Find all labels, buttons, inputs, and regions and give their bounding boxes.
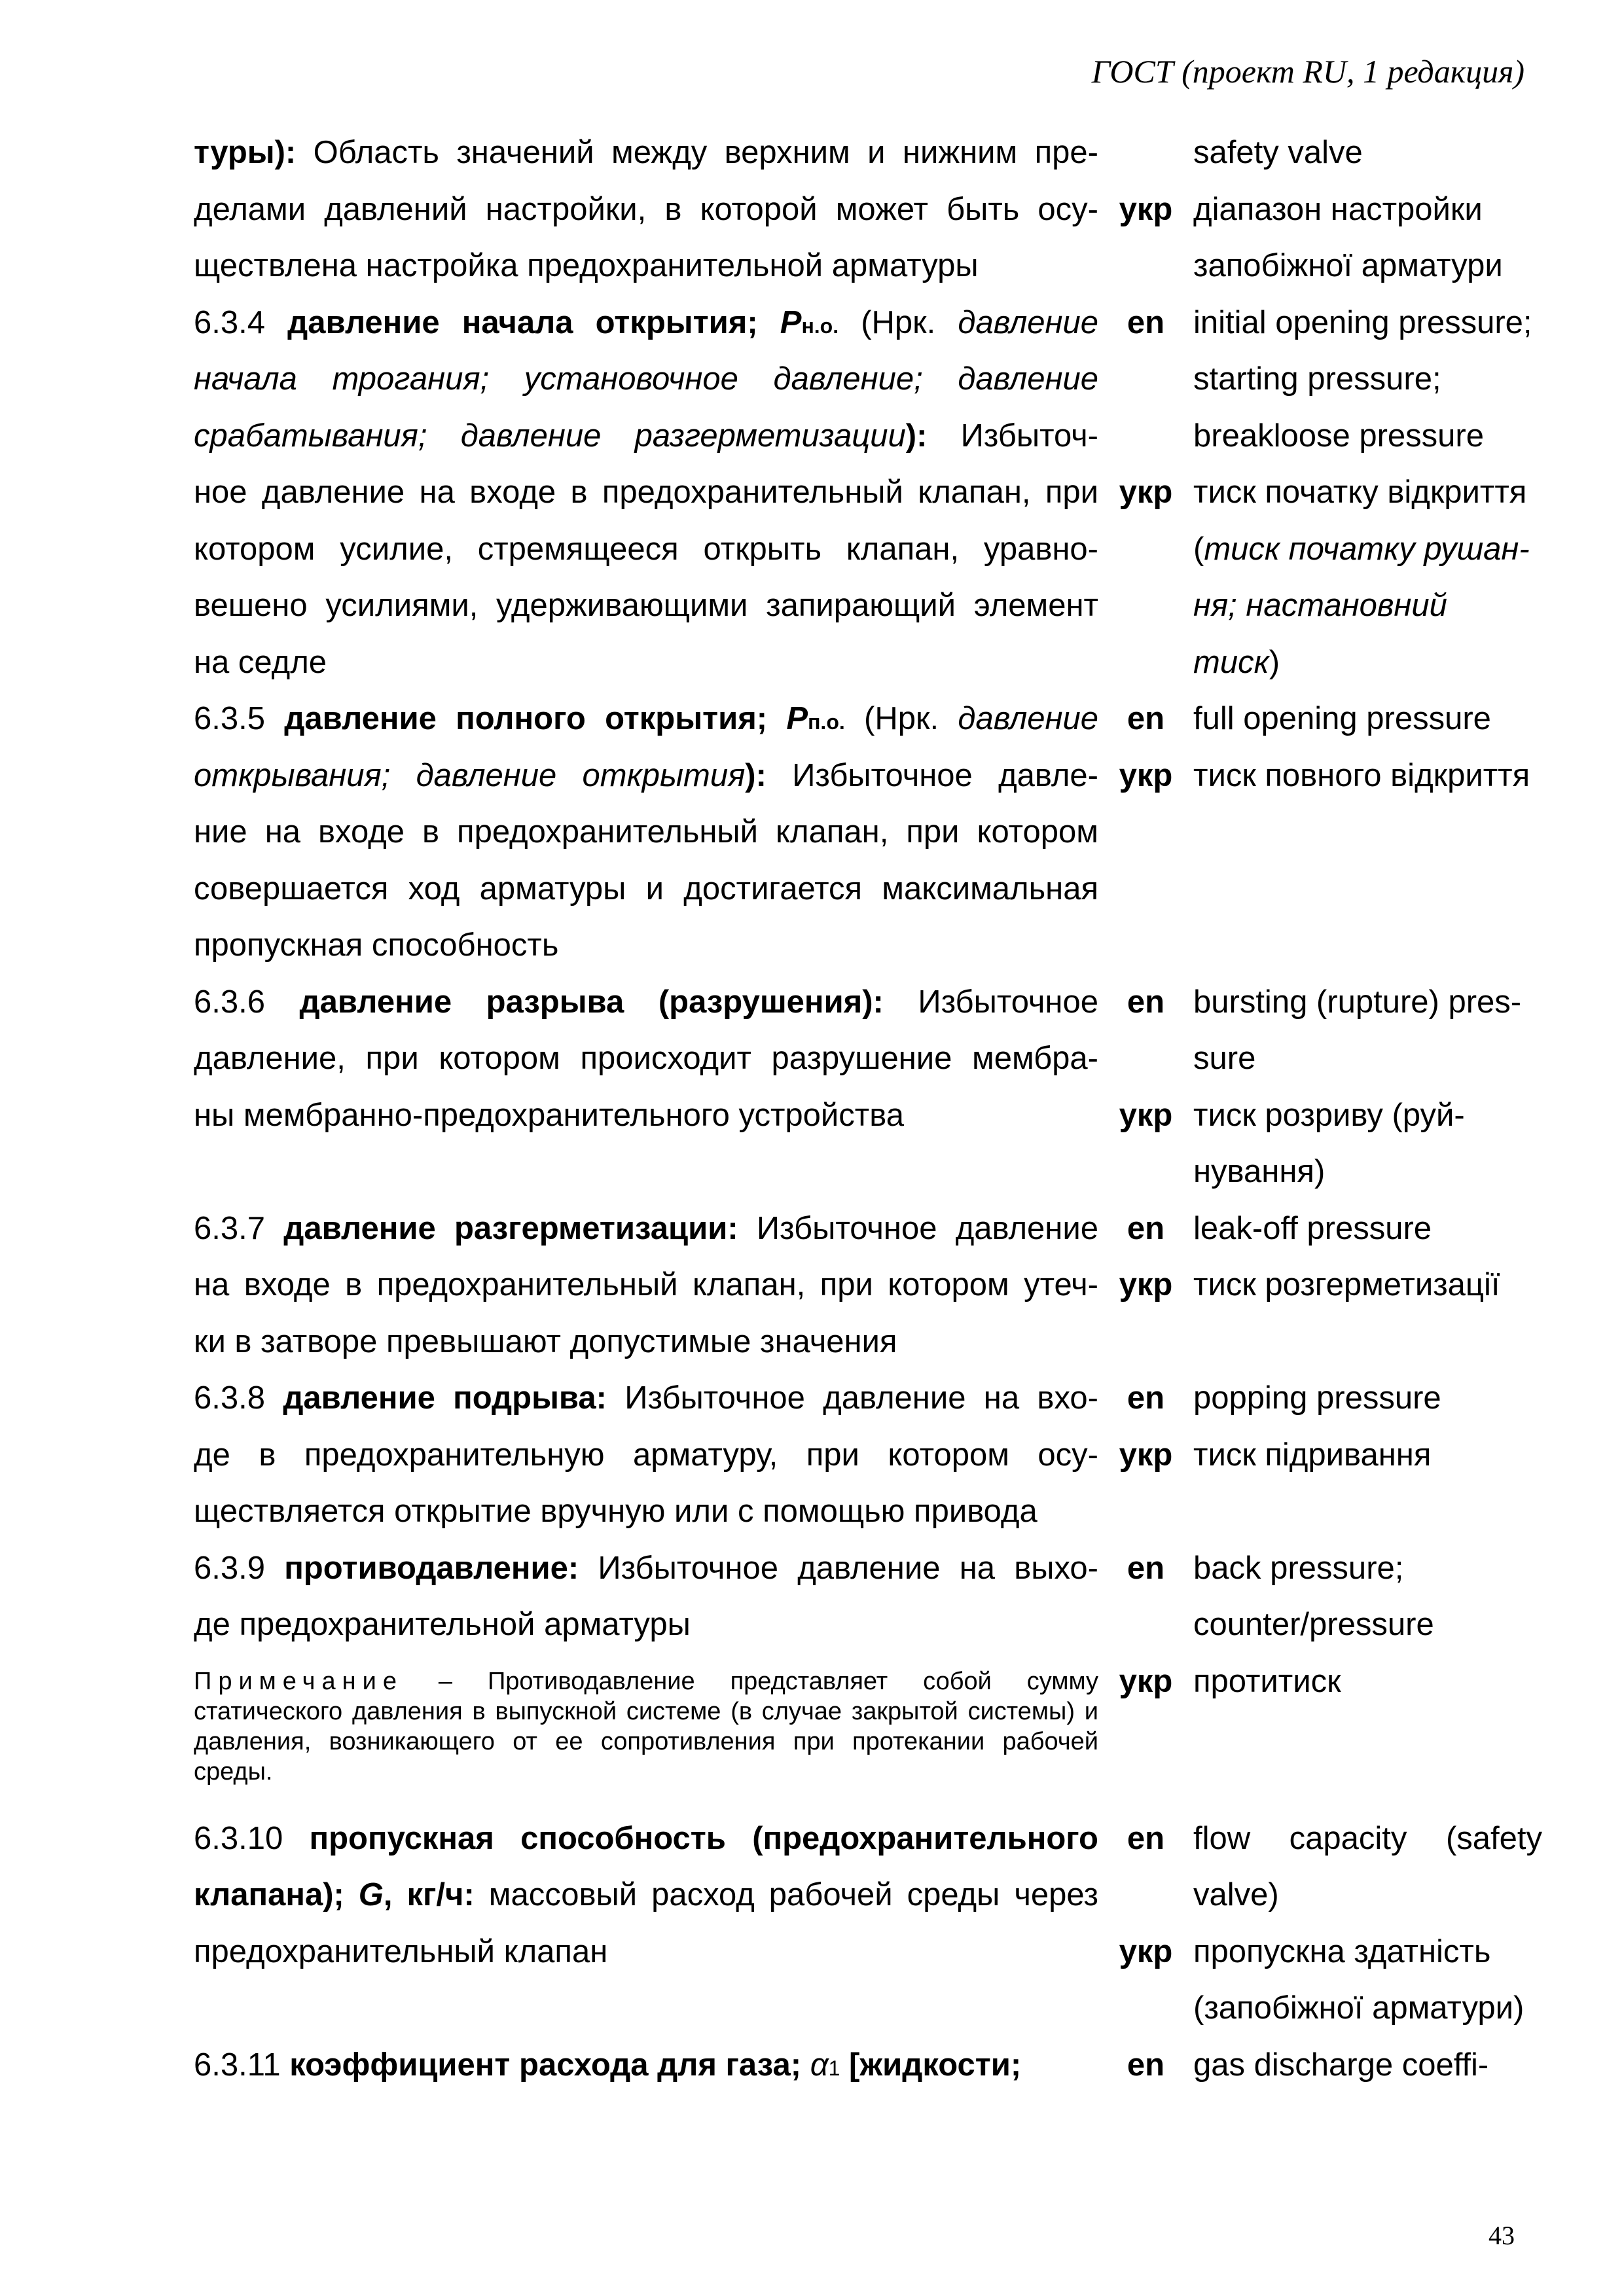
text-run: тиск підривання <box>1193 1437 1432 1473</box>
translation-line <box>1193 1257 1542 1314</box>
document-header: ГОСТ (проект RU, 1 редакция) <box>1091 53 1525 90</box>
term-row <box>194 634 1542 691</box>
lang-tag <box>1098 861 1193 918</box>
term-row <box>194 408 1542 465</box>
definition-line <box>194 181 1098 238</box>
text-run: запобіжної арматури <box>1193 248 1503 283</box>
term-row <box>194 351 1542 408</box>
translation-line <box>1193 1143 1542 1200</box>
definition-line <box>194 861 1098 918</box>
text-run: 1 <box>828 2056 840 2080</box>
translation-line <box>1193 861 1542 918</box>
text-run: ( <box>1193 531 1204 567</box>
translation-line <box>1193 1200 1542 1257</box>
text-run: тиск розгерметизації <box>1193 1267 1500 1302</box>
text-run: 6.3.11 <box>194 2047 290 2083</box>
text-run: gas discharge coeffi- <box>1193 2047 1489 2083</box>
definition-line <box>194 1483 1098 1540</box>
term-row <box>194 1596 1542 1653</box>
translation-line <box>1193 1980 1542 2037</box>
lang-tag: укр <box>1119 475 1173 510</box>
definition-line <box>194 1257 1098 1314</box>
lang-tag: en <box>1127 1820 1165 1856</box>
text-run: пропускная способность <box>194 927 559 963</box>
lang-tag <box>1098 351 1193 408</box>
lang-tag <box>1098 804 1193 861</box>
lang-tag <box>1098 1143 1193 1200</box>
note-row <box>194 1653 1542 1787</box>
text-run: пропускна здатність <box>1193 1933 1491 1969</box>
lang-tag: укр <box>1119 1933 1173 1969</box>
translation-line <box>1193 1540 1542 1597</box>
term-row <box>194 1200 1542 1257</box>
lang-tag <box>1098 577 1193 634</box>
definition-line <box>194 238 1098 295</box>
translation-line <box>1193 464 1542 521</box>
text-run: P <box>780 304 802 340</box>
text-run: делами давлений настройки, в которой может быть осу- <box>194 191 1098 227</box>
lang-tag: укр <box>1119 757 1173 793</box>
term-block-2 <box>194 1810 1542 2094</box>
text-run: bursting (rupture) pres- <box>1193 984 1522 1020</box>
text-run: п.о. <box>808 710 845 734</box>
lang-tag <box>1098 124 1193 181</box>
definition-line <box>194 1143 1098 1200</box>
lang-tag: en <box>1127 1550 1165 1586</box>
text-run: пропускная способность (предохранительного <box>309 1820 1098 1856</box>
text-run: на седле <box>194 644 327 680</box>
lang-tag <box>1098 1596 1193 1653</box>
text-run: popping pressure <box>1193 1380 1441 1416</box>
definition-line <box>194 974 1098 1031</box>
term-row <box>194 691 1542 747</box>
translation-line <box>1193 1596 1542 1653</box>
definition-line <box>194 521 1098 578</box>
text-run: нування) <box>1193 1154 1326 1189</box>
definition-line <box>194 408 1098 465</box>
lang-tag: укр <box>1119 1097 1173 1133</box>
translation-line <box>1193 917 1542 974</box>
term-row <box>194 1087 1542 1144</box>
text-run: 6.3.7 <box>194 1210 284 1246</box>
text-run: (Нрк. <box>839 304 958 340</box>
term-row <box>194 1370 1542 1427</box>
text-run: ки в затворе превышают допустимые значения <box>194 1323 897 1359</box>
definition-line <box>194 1087 1098 1144</box>
translation-line <box>1193 1483 1542 1540</box>
text-run: начала трогания; установочное давление; давление <box>194 361 1098 397</box>
lang-tag <box>1098 408 1193 465</box>
term-row <box>194 974 1542 1031</box>
text-run: давление подрыва: <box>283 1380 607 1416</box>
text-run: Избыточное <box>883 984 1098 1020</box>
lang-tag <box>1098 917 1193 974</box>
definition-line <box>194 1810 1098 1867</box>
text-run: вешено усилиями, удерживающими запирающий элемент <box>194 588 1098 623</box>
translation-line <box>1193 1810 1542 1867</box>
text-run: ): <box>745 757 793 793</box>
text-run: противодавление: <box>284 1550 579 1586</box>
text-run: Область значений между верхним и нижним пре- <box>296 135 1098 170</box>
term-row <box>194 804 1542 861</box>
text-run: Избыточное давле- <box>792 757 1098 793</box>
text-run: тиск повного відкриття <box>1193 757 1530 793</box>
translation-line <box>1193 1087 1542 1144</box>
text-run: Избыточ- <box>960 418 1098 454</box>
spacer <box>194 1787 1542 1810</box>
text-run: ) <box>1269 644 1280 680</box>
lang-tag: укр <box>1119 1437 1173 1473</box>
text-run: срабатывания; давление разгерметизации <box>194 418 906 454</box>
definition-line <box>194 2037 1098 2094</box>
text-run: ны мембранно-предохранительного устройства <box>194 1097 904 1133</box>
text-run: P <box>786 701 808 736</box>
note-label: Примечание <box>194 1667 403 1695</box>
definition-line <box>194 1030 1098 1087</box>
translation-line <box>1193 295 1542 351</box>
term-row <box>194 917 1542 974</box>
term-row <box>194 1030 1542 1087</box>
text-run: ществляется открытие вручную или с помощью привода <box>194 1494 1038 1529</box>
term-row <box>194 521 1542 578</box>
term-row <box>194 295 1542 351</box>
note <box>194 1653 1098 1787</box>
text-run: Избыточное давление <box>738 1210 1098 1246</box>
term-row <box>194 181 1542 238</box>
translation-line <box>1193 1427 1542 1484</box>
text-run: Избыточное давление на выхо- <box>579 1550 1098 1586</box>
lang-tag <box>1098 1867 1193 1924</box>
term-block-1 <box>194 124 1542 1653</box>
translation-line <box>1193 1314 1542 1371</box>
lang-tag: en <box>1127 1380 1165 1416</box>
lang-tag <box>1098 238 1193 295</box>
text-run: sure <box>1193 1041 1256 1076</box>
translation-line <box>1193 238 1542 295</box>
term-row <box>194 238 1542 295</box>
text-run: (Нрк. <box>844 701 958 736</box>
text-run: давление, при котором происходит разрушение мембра- <box>194 1041 1098 1076</box>
text-run: 6.3.10 <box>194 1820 310 1856</box>
text-run: breakloose pressure <box>1193 418 1484 454</box>
translation-line <box>1193 747 1542 804</box>
lang-tag <box>1098 1483 1193 1540</box>
text-run: предохранительный клапан <box>194 1933 608 1969</box>
text-run: открывания; давление открытия <box>194 757 746 793</box>
text-run: де предохранительной арматуры <box>194 1607 691 1642</box>
text-run: counter/pressure <box>1193 1607 1434 1642</box>
definition-line <box>194 1370 1098 1427</box>
translation-line <box>1193 1867 1542 1924</box>
note-text: – Противодавление представляет собой сумму статического давления в выпускной системе (в случае закрытой системы) и давления, возникающего от ее сопротивления при протекании рабочей среды. <box>194 1667 1098 1785</box>
translation-line <box>1193 577 1542 634</box>
lang-tag: en <box>1127 2047 1165 2083</box>
term-row <box>194 1314 1542 1371</box>
note-translation: протитиск <box>1193 1663 1341 1699</box>
text-run: safety valve <box>1193 135 1363 170</box>
definition-line <box>194 804 1098 861</box>
definition-line <box>194 124 1098 181</box>
text-run: давление <box>958 701 1098 736</box>
text-run: ): <box>905 418 961 454</box>
text-run: 6.3.9 <box>194 1550 285 1586</box>
translation-line <box>1193 124 1542 181</box>
text-run: flow capacity (safety <box>1193 1820 1542 1856</box>
text-run: ние на входе в предохранительный клапан, при котором <box>194 814 1098 850</box>
lang-tag: en <box>1127 304 1165 340</box>
lang-tag <box>1098 1314 1193 1371</box>
text-run: туры): <box>194 135 297 170</box>
definition-line <box>194 1427 1098 1484</box>
text-run: , кг/ч: <box>383 1877 475 1912</box>
text-run: 6.3.6 <box>194 984 300 1020</box>
translation-line <box>1193 691 1542 747</box>
term-row <box>194 1427 1542 1484</box>
term-row <box>194 1540 1542 1597</box>
text-run: 6.3.4 <box>194 304 288 340</box>
term-row <box>194 747 1542 804</box>
translation-line <box>1193 974 1542 1031</box>
translation-line <box>1193 634 1542 691</box>
text-run: full opening pressure <box>1193 701 1491 736</box>
definition-line <box>194 747 1098 804</box>
text-run: тиск початку рушан- <box>1204 531 1530 567</box>
term-row <box>194 124 1542 181</box>
text-run: совершается ход арматуры и достигается максимальная <box>194 870 1098 906</box>
lang-tag: укр <box>1119 1663 1173 1699</box>
definition-line <box>194 917 1098 974</box>
definition-line <box>194 1867 1098 1924</box>
translation-line <box>1193 1030 1542 1087</box>
term-row <box>194 1980 1542 2037</box>
text-run: де в предохранительную арматуру, при котором осу- <box>194 1437 1098 1473</box>
definition-line <box>194 351 1098 408</box>
text-run: ное давление на входе в предохранительный клапан, при <box>194 475 1098 510</box>
text-run: тиск початку відкриття <box>1193 475 1527 510</box>
lang-tag: en <box>1127 701 1165 736</box>
text-run: н.о. <box>801 314 839 338</box>
definition-line <box>194 1980 1098 2037</box>
text-run: valve) <box>1193 1877 1279 1912</box>
term-row <box>194 2037 1542 2094</box>
text-run: starting pressure; <box>1193 361 1441 397</box>
translation-line <box>1193 521 1542 578</box>
definition-line <box>194 1540 1098 1597</box>
text-run: котором усилие, стремящееся открыть клапан, уравно- <box>194 531 1098 567</box>
text-run: G <box>358 1877 384 1912</box>
text-run: діапазон настройки <box>1193 191 1483 227</box>
definition-line <box>194 1314 1098 1371</box>
translation-line <box>1193 408 1542 465</box>
term-row <box>194 577 1542 634</box>
term-row <box>194 1483 1542 1540</box>
translation-line <box>1193 804 1542 861</box>
lang-tag: укр <box>1119 1267 1173 1302</box>
text-run: (запобіжної арматури) <box>1193 1990 1525 2026</box>
text-run: давление полного открытия; <box>284 701 787 736</box>
definition-line <box>194 691 1098 747</box>
translation-line <box>1193 2037 1542 2094</box>
text-run: клапана); <box>194 1877 359 1912</box>
lang-tag <box>1098 634 1193 691</box>
lang-tag <box>1098 1030 1193 1087</box>
term-row <box>194 1143 1542 1200</box>
translation-line <box>1193 181 1542 238</box>
text-run: тиск розриву (руй- <box>1193 1097 1465 1133</box>
definition-line <box>194 464 1098 521</box>
definition-line <box>194 1596 1098 1653</box>
text-run: коэффициент расхода для газа; <box>289 2047 810 2083</box>
lang-tag <box>1098 521 1193 578</box>
text-run: [жидкости; <box>840 2047 1022 2083</box>
text-run: давление начала открытия; <box>287 304 780 340</box>
definition-line <box>194 1200 1098 1257</box>
terms-table <box>194 124 1542 2093</box>
translation-line <box>1193 1370 1542 1427</box>
term-row <box>194 1257 1542 1314</box>
lang-tag: en <box>1127 1210 1165 1246</box>
text-run: back pressure; <box>1193 1550 1404 1586</box>
translation-line <box>1193 351 1542 408</box>
text-run: давление разгерметизации: <box>283 1210 738 1246</box>
text-run: Избыточное давление на вхо- <box>606 1380 1098 1416</box>
lang-tag: en <box>1127 984 1165 1020</box>
definition-line <box>194 1924 1098 1981</box>
text-run: ня; настановний <box>1193 588 1447 623</box>
text-run: массовый расход рабочей среды через <box>474 1877 1098 1912</box>
text-run: 6.3.5 <box>194 701 285 736</box>
text-run: leak-off pressure <box>1193 1210 1432 1246</box>
text-run: α <box>810 2047 829 2083</box>
term-row <box>194 861 1542 918</box>
text-run: на входе в предохранительный клапан, при котором утеч- <box>194 1267 1098 1302</box>
text-run: давление <box>958 304 1098 340</box>
term-row <box>194 1924 1542 1981</box>
definition-line <box>194 634 1098 691</box>
term-row <box>194 1810 1542 1867</box>
definition-line <box>194 577 1098 634</box>
lang-tag: укр <box>1119 191 1173 227</box>
lang-tag <box>1098 1980 1193 2037</box>
text-run: 6.3.8 <box>194 1380 283 1416</box>
text-run: тиск <box>1193 644 1269 680</box>
term-row <box>194 464 1542 521</box>
text-run: давление разрыва (разрушения): <box>299 984 884 1020</box>
text-run: ществлена настройка предохранительной арматуры <box>194 248 979 283</box>
translation-line <box>1193 1924 1542 1981</box>
definition-line <box>194 295 1098 351</box>
term-row <box>194 1867 1542 1924</box>
text-run: initial opening pressure; <box>1193 304 1532 340</box>
page-number: 43 <box>1489 2221 1515 2250</box>
